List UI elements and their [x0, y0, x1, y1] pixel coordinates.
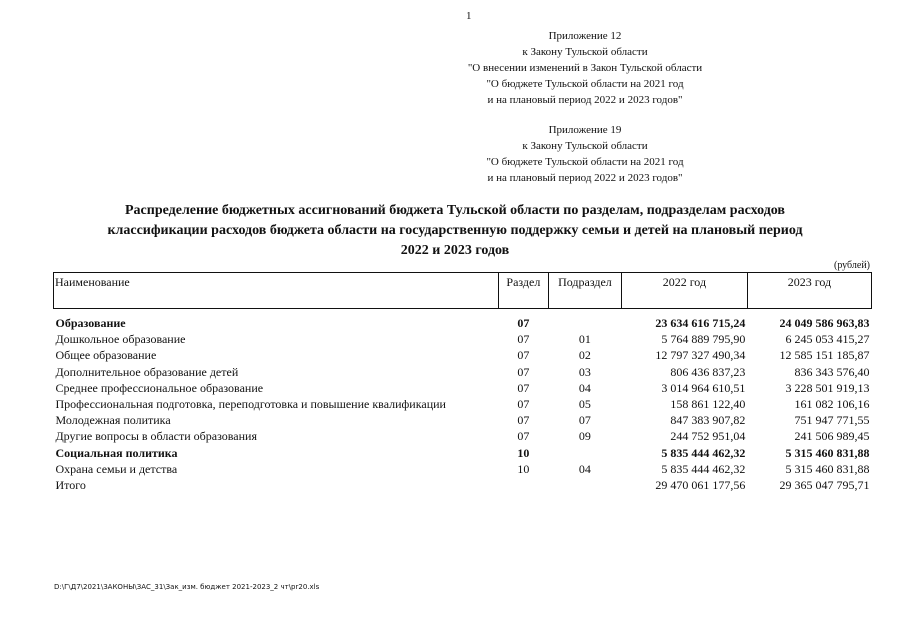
cell-2023: 5 315 460 831,88	[785, 445, 870, 460]
cell-subsection: 01	[578, 332, 591, 347]
cell-name: Дошкольное образование	[55, 332, 186, 347]
cell-2023: 12 585 151 185,87	[779, 348, 870, 363]
cell-2022: 806 436 837,23	[670, 364, 746, 379]
appendix-12-line: Приложение 12	[548, 30, 622, 42]
cell-2022: 3 014 964 610,51	[661, 380, 746, 395]
cell-subsection: 02	[578, 348, 591, 363]
cell-2023: 751 947 771,55	[794, 413, 870, 428]
cell-subsection	[548, 445, 621, 461]
cell-subsection	[548, 477, 621, 493]
cell-section: 07	[517, 332, 530, 347]
cell-section: 07	[517, 413, 530, 428]
title-line: Распределение бюджетных ассигнований бюджета Тульской области по разделам, подразделам расходов	[125, 203, 785, 218]
appendix-19-line: и на плановый период 2022 и 2023 годов"	[487, 172, 683, 184]
cell-section: 07	[517, 380, 530, 395]
cell-name: Образование	[55, 316, 126, 331]
cell-2022: 5 835 444 462,32	[661, 445, 746, 460]
cell-subsection: 03	[578, 364, 591, 379]
document-title	[40, 201, 870, 261]
table-row	[54, 477, 872, 493]
cell-2022: 5 835 444 462,32	[661, 461, 746, 476]
cell-section: 07	[517, 429, 530, 444]
cell-subsection: 09	[578, 429, 591, 444]
table-row	[54, 445, 872, 461]
cell-2022: 158 861 122,40	[670, 397, 746, 412]
appendix-19-line: Приложение 19	[548, 124, 622, 136]
table-row	[54, 461, 872, 477]
cell-subsection	[548, 315, 621, 331]
cell-subsection: 04	[578, 380, 591, 395]
cell-name: Общее образование	[55, 348, 157, 363]
cell-2022: 847 383 907,82	[670, 413, 746, 428]
appendix-19-block	[420, 122, 750, 186]
appendix-12-line: "О бюджете Тульской области на 2021 год	[486, 78, 684, 90]
appendix-12-line: "О внесении изменений в Закон Тульской области	[467, 62, 703, 74]
cell-section: 10	[517, 445, 530, 460]
cell-2022: 29 470 061 177,56	[655, 477, 746, 492]
table-body	[54, 309, 872, 494]
cell-name: Итого	[55, 477, 86, 492]
cell-name: Другие вопросы в области образования	[55, 429, 257, 444]
header-subsection: Подраздел	[548, 273, 621, 309]
cell-section: 07	[517, 364, 530, 379]
cell-subsection: 07	[578, 413, 591, 428]
cell-name: Дополнительное образование детей	[55, 364, 239, 379]
table-row	[54, 331, 872, 347]
cell-name: Молодежная политика	[55, 413, 171, 428]
cell-name: Социальная политика	[55, 445, 178, 460]
appendix-12-line: и на плановый период 2022 и 2023 годов"	[487, 94, 683, 106]
units-label: (рублей)	[833, 260, 870, 271]
cell-name: Охрана семьи и детства	[55, 461, 178, 476]
table-row	[54, 380, 872, 396]
cell-2022: 5 764 889 795,90	[661, 332, 746, 347]
cell-2022: 244 752 951,04	[670, 429, 746, 444]
cell-2023: 241 506 989,45	[794, 429, 870, 444]
table-row	[54, 428, 872, 444]
appendix-19-line: "О бюджете Тульской области на 2021 год	[486, 156, 684, 168]
cell-section	[498, 477, 548, 493]
cell-2022: 12 797 327 490,34	[655, 348, 746, 363]
file-path-footer: D:\Г\Д7\2021\ЗАКОНЫ\ЗАС_31\Зак_изм. бюджет 2021-2023_2 чт\pr20.xls	[54, 583, 320, 591]
header-2023: 2023 год	[747, 273, 871, 309]
cell-section: 07	[517, 397, 530, 412]
cell-2023: 29 365 047 795,71	[779, 477, 870, 492]
cell-name: Профессиональная подготовка, переподготовка и повышение квалификации	[55, 397, 446, 412]
cell-2023: 3 228 501 919,13	[785, 380, 870, 395]
header-2022: 2022 год	[621, 273, 747, 309]
header-section: Раздел	[498, 273, 548, 309]
table-row	[54, 412, 872, 428]
cell-2023: 5 315 460 831,88	[785, 461, 870, 476]
cell-section: 10	[517, 461, 530, 476]
table-header-row	[54, 273, 872, 309]
title-line: классификации расходов бюджета области на государственную поддержку семьи и детей на плановый период	[107, 223, 803, 238]
cell-subsection: 05	[578, 397, 591, 412]
table-row	[54, 347, 872, 363]
cell-2023: 24 049 586 963,83	[779, 316, 870, 331]
cell-2023: 836 343 576,40	[794, 364, 870, 379]
cell-2023: 6 245 053 415,27	[785, 332, 870, 347]
cell-section: 07	[517, 348, 530, 363]
budget-table	[53, 272, 872, 493]
cell-section: 07	[517, 316, 530, 331]
cell-2023: 161 082 106,16	[794, 397, 870, 412]
table-row	[54, 396, 872, 412]
cell-name: Среднее профессиональное образование	[55, 380, 264, 395]
title-line: 2022 и 2023 годов	[400, 243, 510, 258]
appendix-19-line: к Закону Тульской области	[522, 140, 648, 152]
table-row	[54, 315, 872, 331]
page-number: 1	[466, 10, 472, 22]
table-row	[54, 364, 872, 380]
appendix-12-line: к Закону Тульской области	[522, 46, 648, 58]
appendix-12-block	[420, 28, 750, 108]
cell-subsection: 04	[578, 461, 591, 476]
header-name: Наименование	[54, 273, 499, 309]
cell-2022: 23 634 616 715,24	[655, 316, 746, 331]
